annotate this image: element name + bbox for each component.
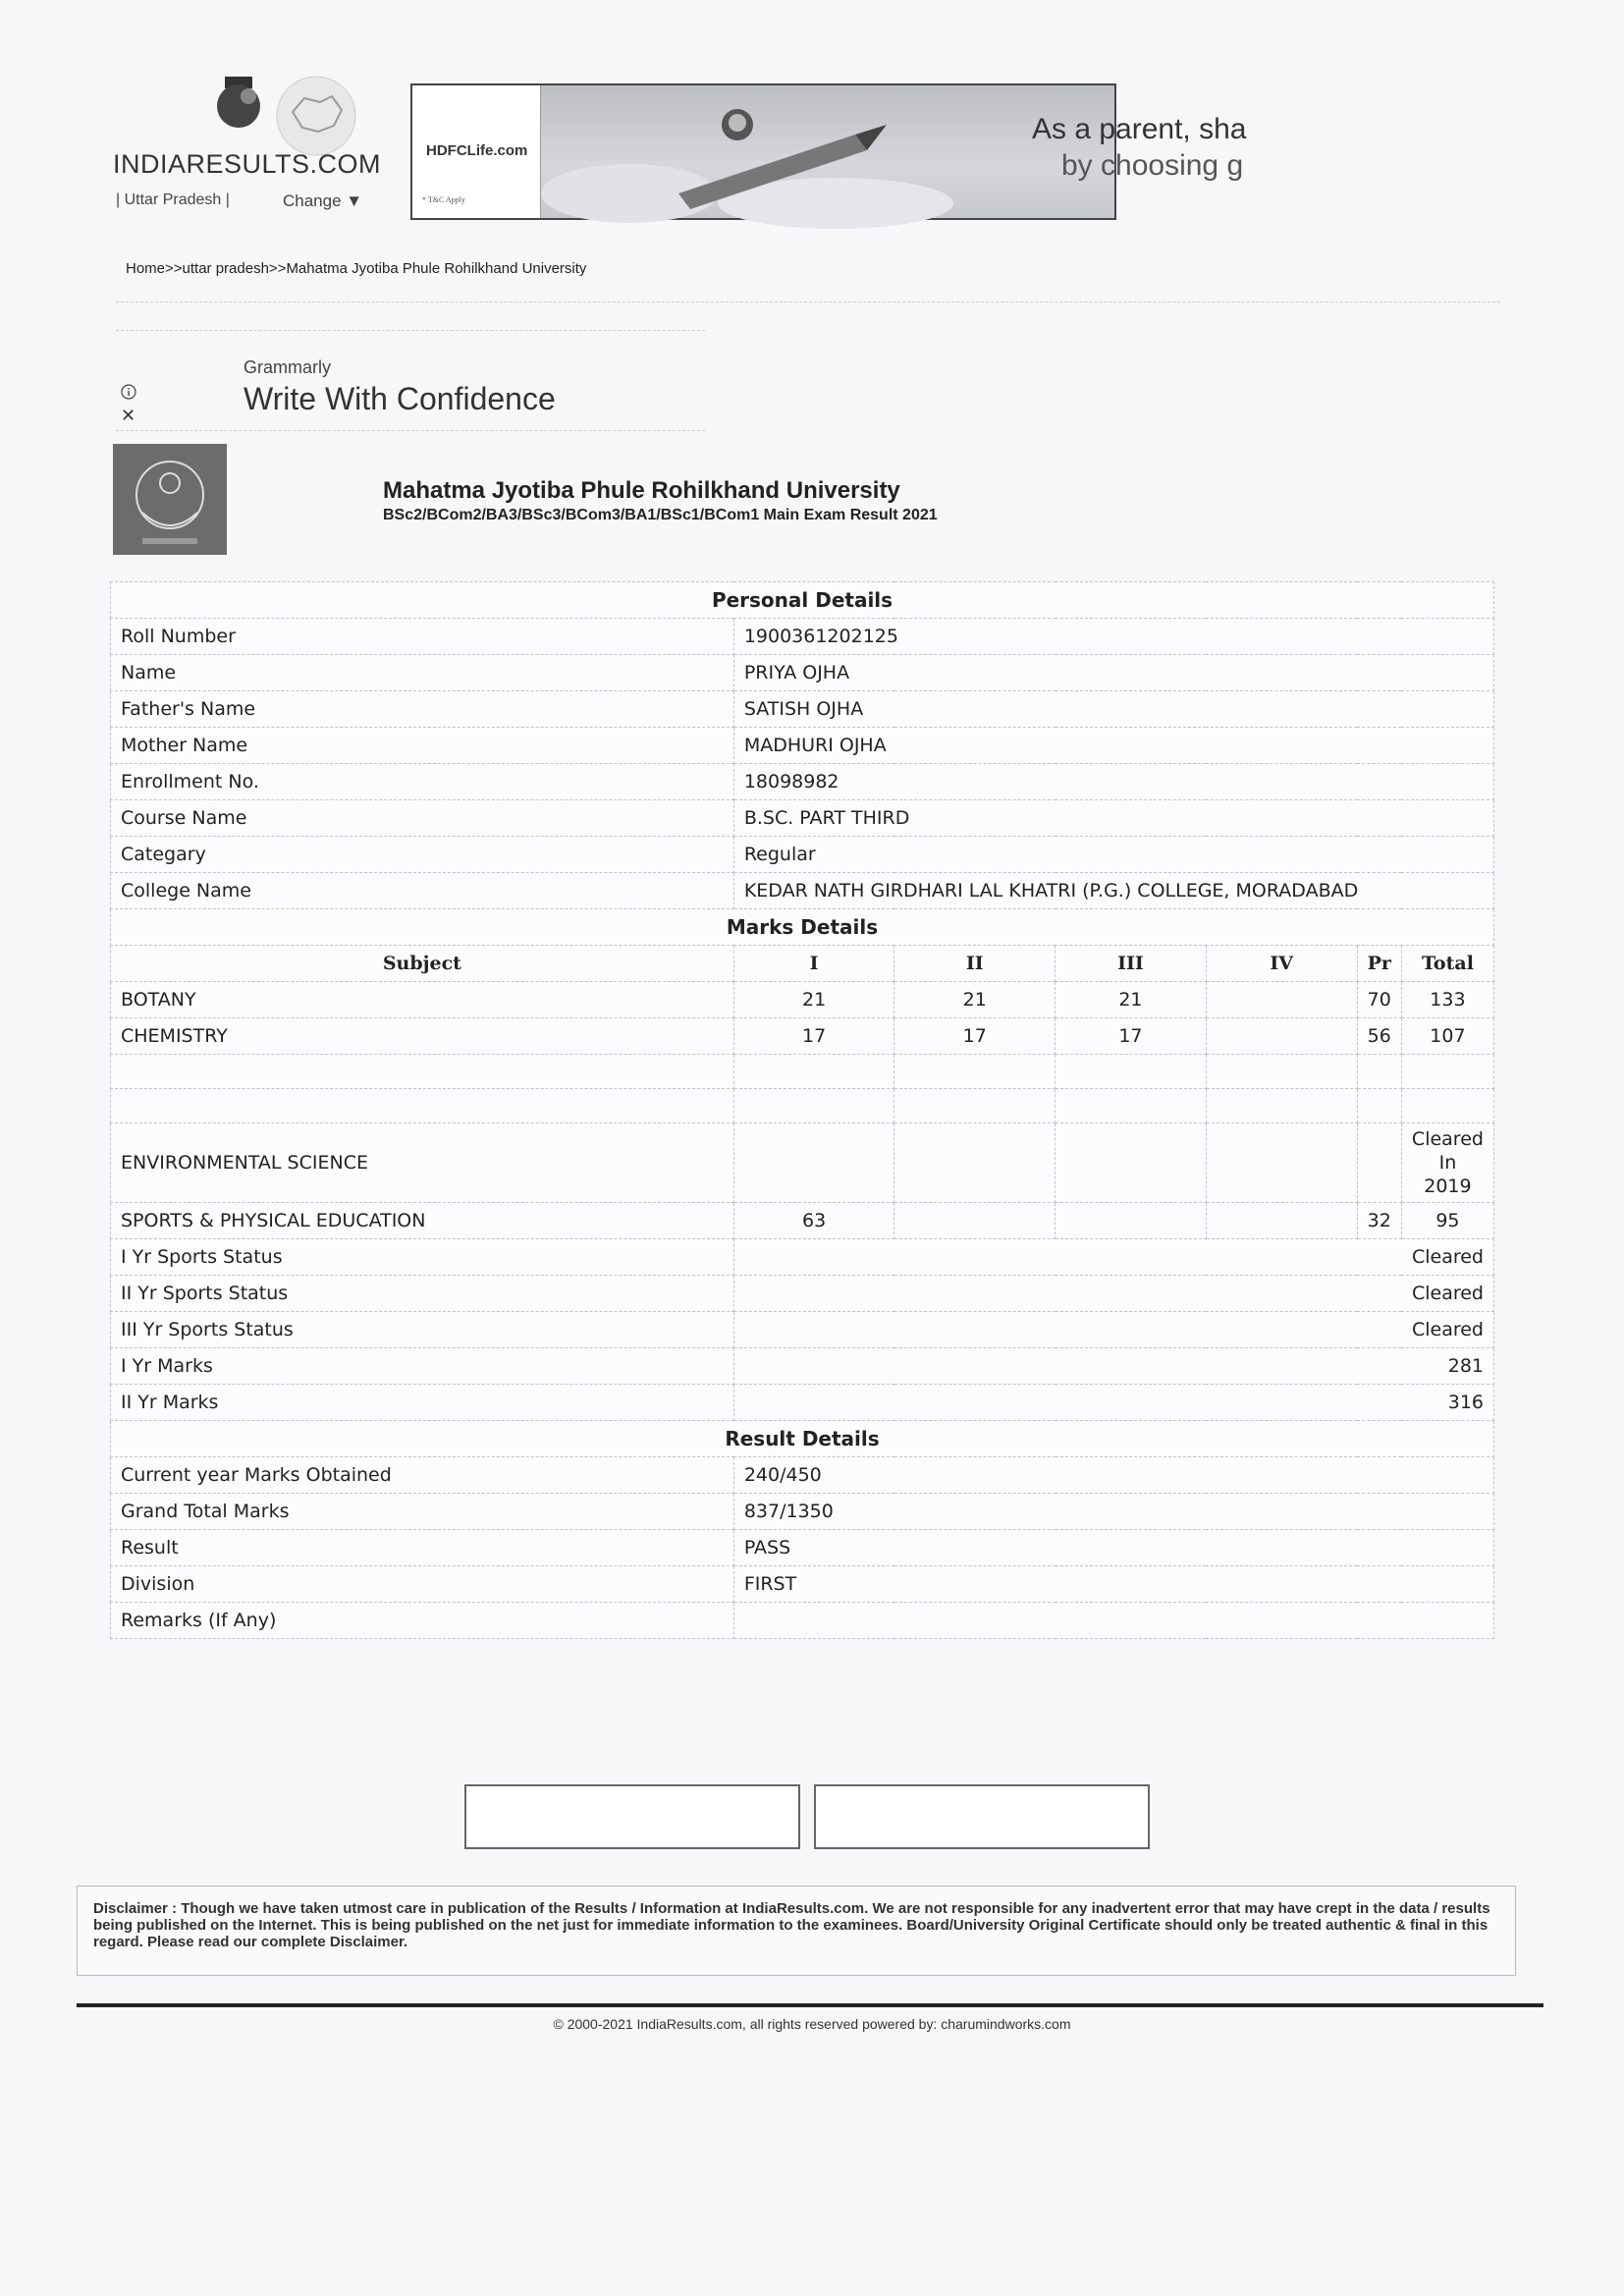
result-details-title: Result Details [111, 1421, 1494, 1457]
banner-illustration [541, 85, 1247, 218]
course-name-value: B.SC. PART THIRD [733, 800, 1493, 837]
university-logo [113, 444, 227, 555]
table-row [111, 1566, 1494, 1603]
table-row [111, 1603, 1494, 1639]
status-value: Cleared [733, 1239, 1493, 1276]
table-row [111, 1276, 1494, 1312]
mother-name-label: Mother Name [111, 728, 734, 764]
paper-1-marks: 63 [733, 1203, 894, 1239]
table-row [111, 1203, 1494, 1239]
practical-marks: 56 [1357, 1018, 1401, 1055]
status-value: 281 [733, 1348, 1493, 1385]
father-name-label: Father's Name [111, 691, 734, 728]
university-emblem-icon [113, 444, 227, 555]
banner-headline: As a parent, sha [1032, 113, 1247, 145]
env-status [1401, 1123, 1493, 1203]
category-value: Regular [733, 837, 1493, 873]
table-row [111, 1018, 1494, 1055]
ad-top-divider [116, 330, 705, 331]
table-row [111, 1457, 1494, 1494]
paper-1-marks: 17 [733, 1018, 894, 1055]
env-status-line: 2019 [1424, 1175, 1472, 1197]
total-marks: 133 [1401, 982, 1493, 1018]
paper-2-column-header: II [894, 946, 1056, 982]
remarks-label: Remarks (If Any) [111, 1603, 734, 1639]
table-row [111, 837, 1494, 873]
table-row [111, 764, 1494, 800]
ad-headline[interactable]: Write With Confidence [244, 381, 556, 416]
enrollment-value: 18098982 [733, 764, 1493, 800]
table-row [111, 1348, 1494, 1385]
paper-4-marks [1206, 982, 1357, 1018]
enrollment-label: Enrollment No. [111, 764, 734, 800]
site-name[interactable]: INDIARESULTS.COM [113, 149, 382, 179]
table-row [111, 1312, 1494, 1348]
total-column-header: Total [1401, 946, 1493, 982]
paper-1-marks: 21 [733, 982, 894, 1018]
mother-name-value: MADHURI OJHA [733, 728, 1493, 764]
practical-column-header: Pr [1357, 946, 1401, 982]
table-row [111, 1385, 1494, 1421]
marks-details-header-row [111, 909, 1494, 946]
divider [116, 301, 1500, 302]
banner-terms: * T&C Apply [422, 195, 465, 204]
result-table [110, 581, 1494, 1639]
roll-number-label: Roll Number [111, 619, 734, 655]
marks-column-header-row [111, 946, 1494, 982]
info-icon[interactable] [121, 384, 136, 400]
print-button[interactable] [464, 1784, 800, 1849]
marks-details-title: Marks Details [111, 909, 1494, 946]
name-value: PRIYA OJHA [733, 655, 1493, 691]
env-status-line: In [1438, 1152, 1457, 1174]
remarks-value [733, 1603, 1493, 1639]
banner-subline: by choosing g [1061, 149, 1244, 182]
breadcrumb[interactable]: Home>>uttar pradesh>>Mahatma Jyotiba Phule Rohilkhand University [126, 260, 587, 277]
exam-title: BSc2/BCom2/BA3/BSc3/BCom3/BA1/BSc1/BCom1 Main Exam Result 2021 [383, 507, 938, 523]
result-value: PASS [733, 1530, 1493, 1566]
grand-total-label: Grand Total Marks [111, 1494, 734, 1530]
disclaimer-text: Disclaimer : Though we have taken utmost care in publication of the Results / Information at IndiaResults.com. We are not responsible for any inadvertent error that may have crept in the data / results being published on the Internet. This is being published on the net just for immediate information to the examinees. Board/University Original Certificate should only be treated authentic & final in this regard. Please read our complete Disclaimer. [93, 1900, 1490, 1950]
status-label: III Yr Sports Status [111, 1312, 734, 1348]
table-row [111, 1530, 1494, 1566]
indiaresults-logo-icon [211, 77, 266, 132]
disclaimer-box [77, 1886, 1516, 1976]
university-name: Mahatma Jyotiba Phule Rohilkhand University [383, 477, 900, 504]
empty-row [111, 1055, 1494, 1089]
name-label: Name [111, 655, 734, 691]
division-value: FIRST [733, 1566, 1493, 1603]
college-name-value: KEDAR NATH GIRDHARI LAL KHATRI (P.G.) COLLEGE, MORADABAD [733, 873, 1493, 909]
division-label: Division [111, 1566, 734, 1603]
state-label: | Uttar Pradesh | [116, 191, 230, 208]
uttar-pradesh-map-icon [275, 75, 357, 157]
table-row [111, 728, 1494, 764]
banner-advertiser-logo: HDFCLife.com [426, 142, 528, 159]
total-marks: 107 [1401, 1018, 1493, 1055]
paper-3-marks: 17 [1056, 1018, 1207, 1055]
paper-4-column-header: IV [1206, 946, 1357, 982]
subject-name: ENVIRONMENTAL SCIENCE [111, 1123, 734, 1203]
paper-3-column-header: III [1056, 946, 1207, 982]
status-label: I Yr Sports Status [111, 1239, 734, 1276]
status-value: 316 [733, 1385, 1493, 1421]
table-row [111, 1239, 1494, 1276]
personal-details-title: Personal Details [111, 582, 1494, 619]
result-details-header-row [111, 1421, 1494, 1457]
table-row [111, 873, 1494, 909]
status-label: II Yr Sports Status [111, 1276, 734, 1312]
personal-details-header-row [111, 582, 1494, 619]
status-value: Cleared [733, 1312, 1493, 1348]
table-row [111, 691, 1494, 728]
table-row [111, 800, 1494, 837]
status-label: I Yr Marks [111, 1348, 734, 1385]
father-name-value: SATISH OJHA [733, 691, 1493, 728]
roll-number-value: 1900361202125 [733, 619, 1493, 655]
subject-name: SPORTS & PHYSICAL EDUCATION [111, 1203, 734, 1239]
table-row [111, 619, 1494, 655]
result-label: Result [111, 1530, 734, 1566]
category-label: Categary [111, 837, 734, 873]
college-name-label: College Name [111, 873, 734, 909]
ad-bottom-divider [116, 430, 705, 431]
subject-name: BOTANY [111, 982, 734, 1018]
paper-3-marks: 21 [1056, 982, 1207, 1018]
paper-2-marks: 17 [894, 1018, 1056, 1055]
ad-brand[interactable]: Grammarly [244, 357, 331, 377]
paper-1-column-header: I [733, 946, 894, 982]
close-icon[interactable]: ✕ [121, 406, 136, 426]
back-button[interactable] [814, 1784, 1150, 1849]
table-row [111, 1494, 1494, 1530]
subject-name: CHEMISTRY [111, 1018, 734, 1055]
current-year-marks-value: 240/450 [733, 1457, 1493, 1494]
table-row [111, 655, 1494, 691]
subject-column-header: Subject [111, 946, 734, 982]
pencil-rocket-icon [541, 85, 1114, 218]
copyright-text: © 2000-2021 IndiaResults.com, all rights reserved powered by: charumindworks.com [553, 2016, 1071, 2032]
footer-divider [77, 2003, 1543, 2007]
status-label: II Yr Marks [111, 1385, 734, 1421]
practical-marks: 70 [1357, 982, 1401, 1018]
grand-total-value: 837/1350 [733, 1494, 1493, 1530]
course-name-label: Course Name [111, 800, 734, 837]
hdfc-life-banner-ad[interactable] [410, 83, 1247, 220]
status-value: Cleared [733, 1276, 1493, 1312]
current-year-marks-label: Current year Marks Obtained [111, 1457, 734, 1494]
paper-4-marks [1206, 1018, 1357, 1055]
empty-row [111, 1089, 1494, 1123]
env-status-line: Cleared [1411, 1128, 1484, 1150]
table-row [111, 982, 1494, 1018]
paper-2-marks: 21 [894, 982, 1056, 1018]
table-row [111, 1123, 1494, 1203]
practical-marks: 32 [1357, 1203, 1401, 1239]
total-marks: 95 [1401, 1203, 1493, 1239]
change-state-link[interactable]: Change ▼ [283, 191, 363, 210]
